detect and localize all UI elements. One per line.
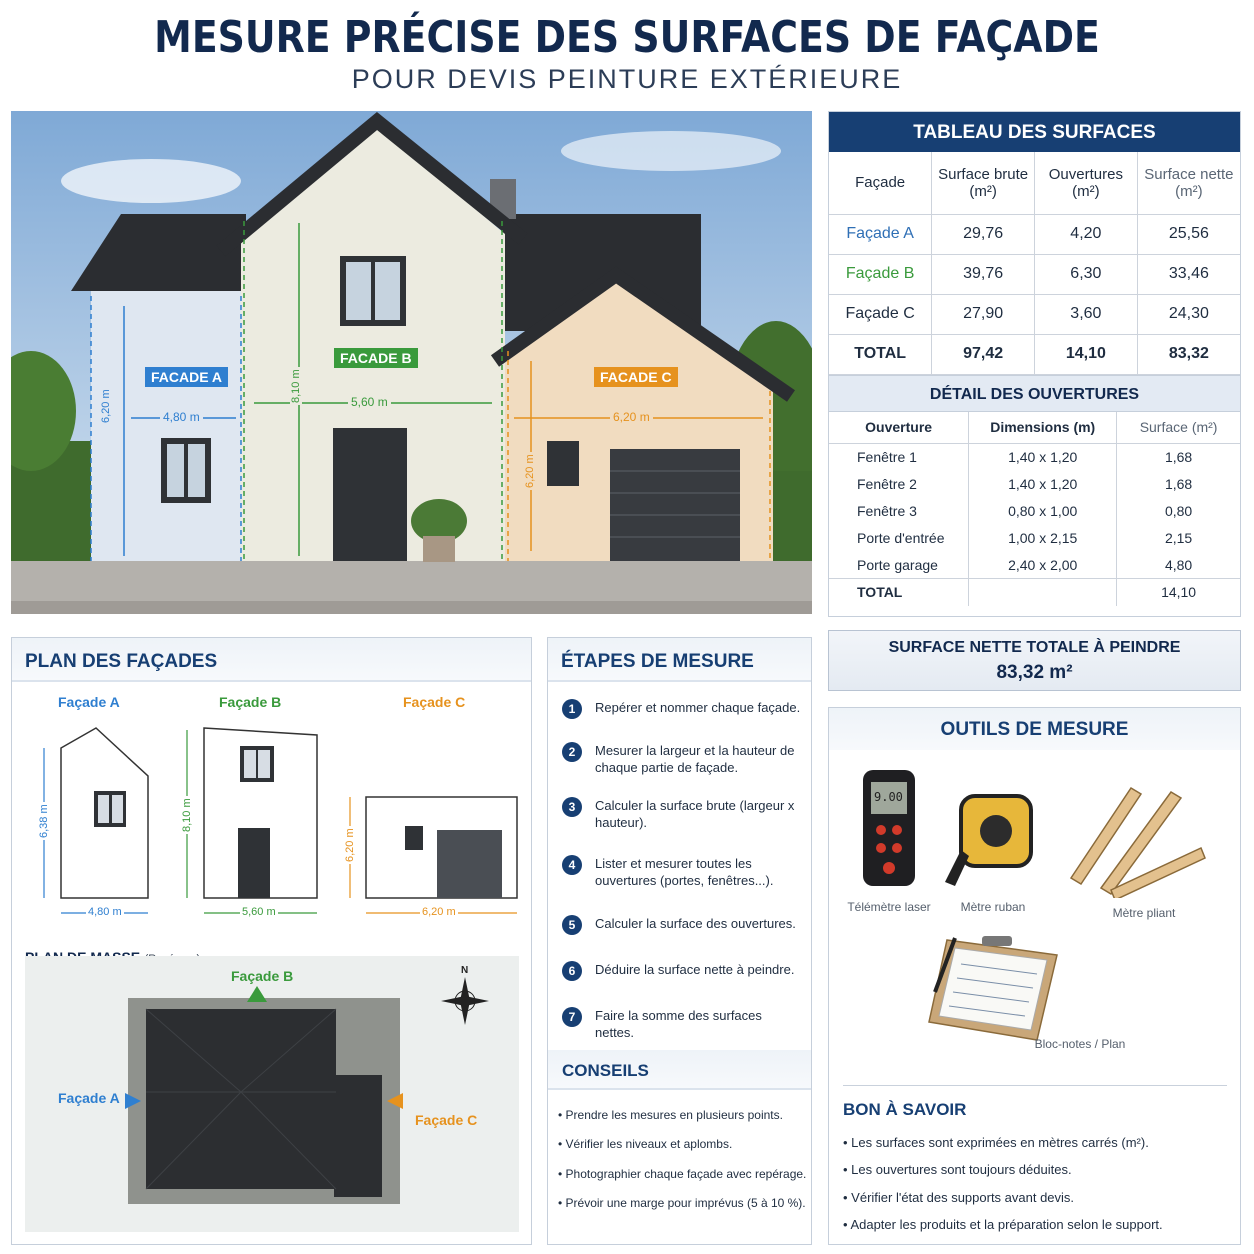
col-ouvertures: Ouvertures (m²)	[1035, 152, 1138, 214]
folding-rule-icon	[1061, 778, 1211, 898]
opening-dim: 1,40 x 1,20	[969, 471, 1117, 498]
table-row	[829, 214, 1240, 254]
plan-b-width: 5,60 m	[242, 906, 276, 918]
opening-surf: 4,80	[1164, 556, 1193, 573]
opening-dim: 1,40 x 1,20	[969, 444, 1117, 471]
opening-name: Fenêtre 1	[829, 444, 969, 471]
opening-dim: 2,40 x 2,00	[969, 552, 1117, 579]
opening-name: Fenêtre 2	[829, 471, 969, 498]
openings-title: DÉTAIL DES OUVERTURES	[829, 375, 1240, 412]
plans-title: PLAN DES FAÇADES	[25, 651, 218, 672]
plan-b-name: Façade B	[219, 694, 282, 710]
page-subtitle: POUR DEVIS PEINTURE EXTÉRIEURE	[351, 64, 903, 94]
table-row	[829, 294, 1240, 334]
step-number: 6	[562, 961, 582, 981]
step-item	[562, 855, 802, 889]
tip-item: • Prévoir une marge pour imprévus (5 à 10 %).	[558, 1196, 806, 1210]
step-item	[562, 699, 802, 716]
row-ouv: 3,60	[1035, 294, 1138, 334]
total-brute: 97,42	[932, 334, 1035, 374]
masse-label-c: Façade C	[415, 1112, 478, 1128]
surfaces-title: TABLEAU DES SURFACES	[829, 112, 1240, 152]
step-text: Lister et mesurer toutes les ouvertures (portes, fenêtres...).	[595, 856, 774, 888]
col-ouverture: Ouverture	[829, 412, 969, 444]
row-nette: 24,30	[1137, 294, 1240, 334]
row-name: Façade A	[829, 214, 932, 254]
step-text: Faire la somme des surfaces nettes.	[595, 1008, 762, 1040]
facade-b-width: 5,60 m	[348, 395, 391, 409]
total-ouv: 14,10	[1035, 334, 1138, 374]
facade-b-height: 8,10 m	[290, 369, 302, 403]
plan-c-height: 6,20 m	[344, 828, 356, 862]
surfaces-panel	[828, 111, 1241, 617]
step-number: 5	[562, 915, 582, 935]
plan-c-width: 6,20 m	[422, 906, 456, 918]
step-number: 2	[562, 742, 582, 762]
tool-caption: Mètre pliant	[1112, 906, 1176, 920]
col-facade: Façade	[829, 152, 932, 214]
table-row	[829, 254, 1240, 294]
row-brute: 39,76	[932, 254, 1035, 294]
row-brute: 29,76	[932, 214, 1035, 254]
table-row	[829, 552, 1240, 579]
opening-name: Fenêtre 3	[829, 498, 969, 525]
opening-total-name: TOTAL	[829, 579, 969, 606]
plan-c-name: Façade C	[403, 694, 466, 710]
row-brute: 27,90	[932, 294, 1035, 334]
col-dimensions: Dimensions (m)	[969, 412, 1117, 444]
opening-dim: 1,00 x 2,15	[969, 525, 1117, 552]
facade-a-tag: FACADE A	[145, 367, 228, 387]
total-name: TOTAL	[829, 334, 932, 374]
row-nette: 25,56	[1137, 214, 1240, 254]
tip-item: • Photographier chaque façade avec repérage.	[558, 1167, 807, 1181]
step-number: 3	[562, 797, 582, 817]
total-nette: 83,32	[1137, 334, 1240, 374]
tape-measure-icon	[943, 790, 1038, 890]
tool-caption: Bloc-notes / Plan	[1034, 1037, 1126, 1051]
facade-a-height: 6,20 m	[100, 389, 112, 423]
good-item: • Adapter les produits et la préparation selon le support.	[843, 1217, 1163, 1232]
tools-panel	[828, 707, 1241, 1245]
opening-dim: 0,80 x 1,00	[969, 498, 1117, 525]
net-total-value: 83,32 m²	[996, 662, 1073, 683]
step-item	[562, 915, 802, 932]
step-text: Mesurer la largeur et la hauteur de chaque partie de façade.	[595, 743, 795, 775]
opening-name: Porte garage	[829, 552, 969, 579]
step-text: Repérer et nommer chaque façade.	[595, 700, 801, 715]
step-item	[562, 1007, 802, 1041]
step-item	[562, 742, 802, 776]
step-text: Calculer la surface brute (largeur x hauteur).	[595, 798, 795, 830]
good-item: • Les surfaces sont exprimées en mètres carrés (m²).	[843, 1135, 1149, 1150]
net-total-label: SURFACE NETTE TOTALE À PEINDRE	[888, 639, 1181, 656]
step-text: Calculer la surface des ouvertures.	[595, 916, 796, 931]
opening-surf: 1,68	[1164, 476, 1193, 492]
opening-name: Porte d'entrée	[829, 525, 969, 552]
facade-c-width: 6,20 m	[610, 410, 653, 424]
row-ouv: 4,20	[1035, 214, 1138, 254]
plan-a-name: Façade A	[58, 694, 120, 710]
plan-b-height: 8,10 m	[181, 798, 193, 832]
table-row	[829, 525, 1240, 552]
facade-c-height: 6,20 m	[524, 454, 536, 488]
north-label: N	[461, 965, 469, 976]
clipboard-icon	[927, 930, 1062, 1045]
openings-table	[829, 412, 1240, 606]
opening-surf: 0,80	[1164, 503, 1193, 519]
masse-label-b: Façade B	[231, 968, 294, 984]
facade-a-width: 4,80 m	[160, 410, 203, 424]
col-surface: Surface (m²)	[1117, 412, 1240, 444]
table-total-row	[829, 579, 1240, 606]
row-name: Façade B	[829, 254, 932, 294]
masse-label-a: Façade A	[58, 1090, 120, 1106]
step-number: 7	[562, 1007, 582, 1027]
plan-a-width: 4,80 m	[88, 906, 122, 918]
plans-panel	[11, 637, 532, 1245]
steps-panel	[547, 637, 812, 1245]
step-text: Déduire la surface nette à peindre.	[595, 962, 795, 977]
laser-meter-icon	[859, 768, 919, 888]
tool-caption: Télémètre laser	[847, 900, 931, 914]
table-row	[829, 498, 1240, 525]
step-number: 1	[562, 699, 582, 719]
step-item	[562, 961, 802, 978]
row-name: Façade C	[829, 294, 932, 334]
steps-title: ÉTAPES DE MESURE	[561, 651, 754, 672]
step-number: 4	[562, 855, 582, 875]
tools-title: OUTILS DE MESURE	[940, 719, 1129, 740]
col-brute: Surface brute (m²)	[932, 152, 1035, 214]
opening-surf: 2,15	[1164, 530, 1193, 546]
tip-item: • Prendre les mesures en plusieurs points.	[558, 1108, 783, 1122]
row-ouv: 6,30	[1035, 254, 1138, 294]
net-total-box	[828, 630, 1241, 691]
surfaces-table	[829, 152, 1240, 375]
page-title: MESURE PRÉCISE DES SURFACES DE FAÇADE	[154, 12, 1100, 63]
opening-total-surf: 14,10	[1117, 579, 1240, 606]
tip-item: • Vérifier les niveaux et aplombs.	[558, 1137, 733, 1151]
facade-c-tag: FACADE C	[594, 367, 678, 387]
good-item: • Vérifier l'état des supports avant devis.	[843, 1190, 1075, 1205]
tool-caption: Mètre ruban	[960, 900, 1026, 914]
row-nette: 33,46	[1137, 254, 1240, 294]
plan-a-height: 6,38 m	[38, 804, 50, 838]
facade-b-tag: FACADE B	[334, 348, 418, 368]
facade-elevations	[12, 718, 531, 918]
step-item	[562, 797, 802, 831]
laser-display: 9.00	[874, 790, 903, 804]
table-row	[829, 471, 1240, 498]
tips-title: CONSEILS	[562, 1061, 649, 1080]
col-nette: Surface nette (m²)	[1137, 152, 1240, 214]
table-row	[829, 444, 1240, 471]
good-item: • Les ouvertures sont toujours déduites.	[843, 1162, 1072, 1177]
opening-surf: 1,68	[1164, 449, 1193, 466]
good-to-know-title: BON À SAVOIR	[843, 1100, 967, 1119]
table-total-row	[829, 334, 1240, 374]
